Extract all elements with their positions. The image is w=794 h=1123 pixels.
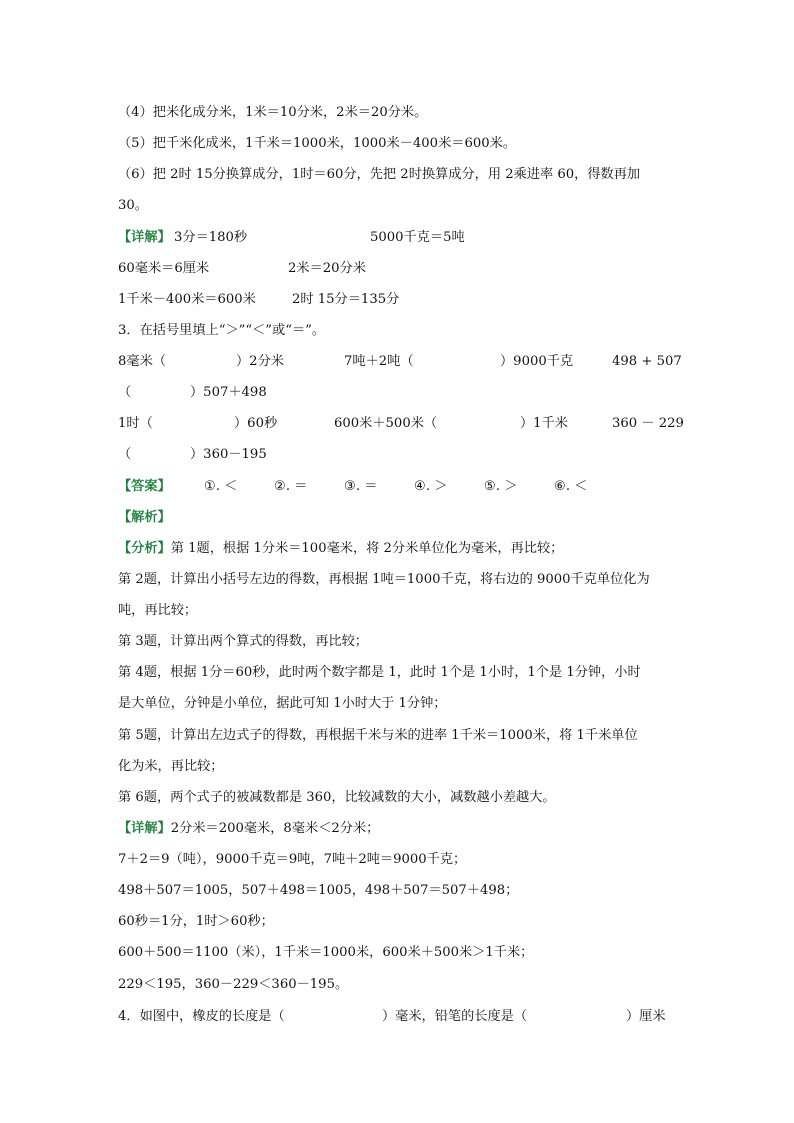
question-3-title: 3．在括号里填上“＞”“＜”或“＝”。 xyxy=(118,323,326,338)
detail-tag: 【详解】 xyxy=(118,230,171,245)
detail-line-5: 600＋500＝1100（米），1千米＝1000米，600米＋500米＞1千米； xyxy=(118,945,534,960)
answer-item: ④. ＞ xyxy=(414,479,448,494)
question-text: （ xyxy=(118,447,132,462)
analysis-line-1 xyxy=(118,540,563,558)
conversion-text: 2米＝20分米 xyxy=(288,261,366,276)
question-text: 4．如图中，橡皮的长度是（ xyxy=(118,1009,285,1024)
question-text: ）厘米 xyxy=(626,1009,666,1024)
conversion-text: 1千米－400米＝600米 xyxy=(118,292,256,307)
detail-text: 2分米＝200毫米，8毫米＜2分米； xyxy=(170,821,380,836)
analysis-line-9: 第 6题，两个式子的被减数都是 360，比较减数的大小，减数越小差越大。 xyxy=(118,790,556,805)
detail-line-3: 498＋507＝1005，507＋498＝1005，498＋507＝507＋498； xyxy=(118,883,519,898)
conversion-text: 5000千克＝5吨 xyxy=(370,230,465,245)
analysis-line-6: 是大单位，分钟是小单位，据此可知 1小时大于 1分钟； xyxy=(118,696,447,711)
analysis-line-7: 第 5题，计算出左边式子的得数，再根据千米与米的进率 1千米＝1000米，将 1千米单位 xyxy=(118,728,638,743)
question-text: ）9000千克 xyxy=(500,354,574,369)
answer-item: ⑥. ＜ xyxy=(554,479,588,494)
analysis-tag: 【分析】 xyxy=(118,541,171,556)
question-text: 360 － 229 xyxy=(612,416,684,431)
conversion-text: 2时 15分＝135分 xyxy=(292,292,400,307)
detail-tag: 【详解】 xyxy=(118,821,171,836)
analysis-text: 第 1题，根据 1分米＝100毫米，将 2分米单位化为毫米，再比较； xyxy=(170,541,564,556)
question-text: 600米＋500米（ xyxy=(334,416,438,431)
question-text: 7吨＋2吨（ xyxy=(344,354,414,369)
detail-line-6: 229＜195，360－229＜360－195。 xyxy=(118,977,349,992)
question-text: ）2分米 xyxy=(236,354,284,369)
analysis-step-6: （6）把 2时 15分换算成分，1时＝60分，先把 2时换算成分，用 2乘进率 60，得数再加 xyxy=(118,167,641,182)
answer-tag: 【答案】 xyxy=(118,479,171,494)
analysis-line-8: 化为米，再比较； xyxy=(118,759,224,774)
detail-line-1 xyxy=(118,820,379,838)
analysis-line-4: 第 3题，计算出两个算式的得数，再比较； xyxy=(118,634,368,649)
analysis-line-5: 第 4题，根据 1分＝60秒，此时两个数字都是 1，此时 1个是 1小时，1个是 1分钟，小时 xyxy=(118,665,641,680)
answer-item: ①. ＜ xyxy=(204,479,238,494)
conversion-text: 60毫米＝6厘米 xyxy=(118,261,210,276)
jiexi-tag: 【解析】 xyxy=(118,510,171,525)
question-text: ）507＋498 xyxy=(190,385,267,400)
analysis-step-4: （4）把米化成分米，1米＝10分米，2米＝20分米。 xyxy=(118,105,428,120)
question-text: ）360－195 xyxy=(190,447,267,462)
answer-item: ②. ＝ xyxy=(274,479,308,494)
question-text: （ xyxy=(118,385,132,400)
analysis-step-6-cont: 30。 xyxy=(118,198,148,213)
analysis-line-2: 第 2题，计算出小括号左边的得数，再根据 1吨＝1000千克，将右边的 9000千克单位化为 xyxy=(118,572,650,587)
analysis-line-3: 吨，再比较； xyxy=(118,603,198,618)
question-text: 498 + 507 xyxy=(612,354,682,369)
answer-item: ③. ＝ xyxy=(344,479,378,494)
question-text: ）毫米，铅笔的长度是（ xyxy=(382,1009,528,1024)
question-text: 8毫米（ xyxy=(118,354,166,369)
question-text: ）60秒 xyxy=(234,416,278,431)
conversion-text: 3分＝180秒 xyxy=(174,230,248,245)
detail-line-4: 60秒＝1分，1时＞60秒； xyxy=(118,914,274,929)
detail-line-2: 7＋2＝9（吨），9000千克＝9吨，7吨＋2吨＝9000千克； xyxy=(118,852,467,867)
question-text: ）1千米 xyxy=(520,416,568,431)
answer-item: ⑤. ＞ xyxy=(484,479,518,494)
analysis-step-5: （5）把千米化成米，1千米＝1000米，1000米－400米＝600米。 xyxy=(118,136,516,151)
question-text: 1时（ xyxy=(118,416,153,431)
